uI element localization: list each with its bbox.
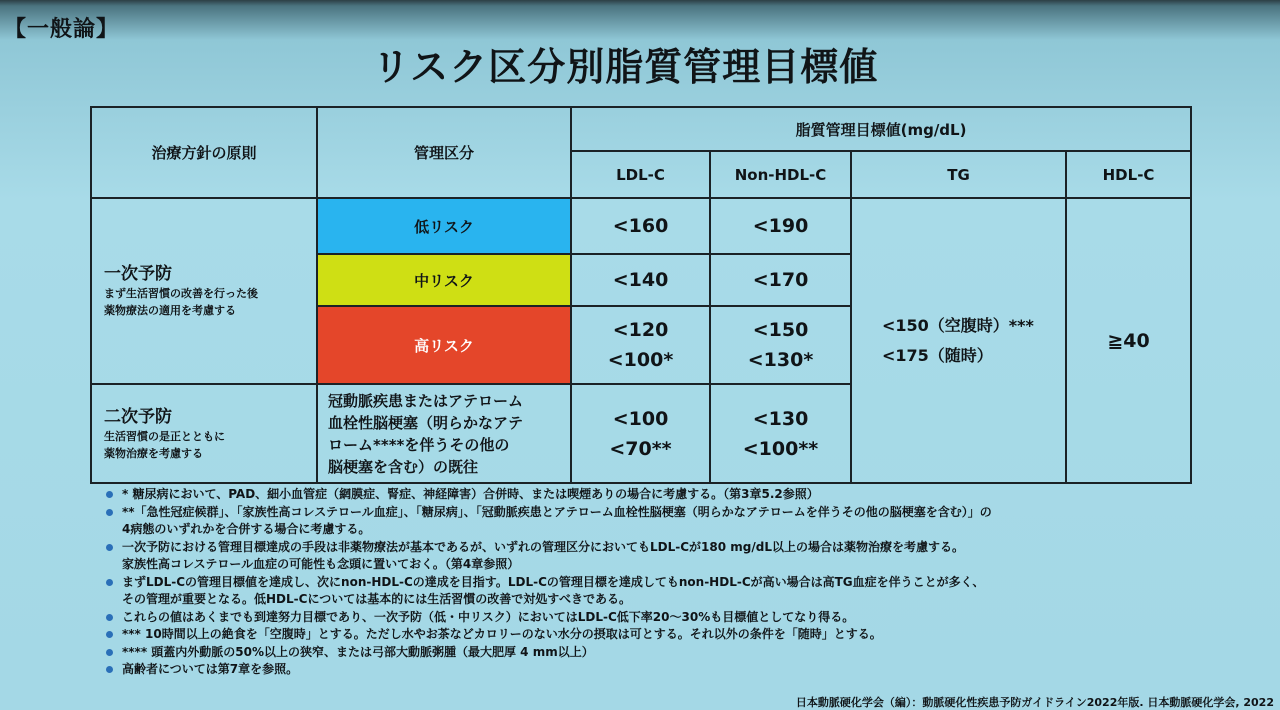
- mid-risk-cell: 中リスク: [317, 254, 571, 306]
- secondary-ldl: [571, 384, 710, 483]
- low-risk-ldl: <160: [571, 198, 710, 254]
- secondary-nonhdl: [710, 384, 851, 483]
- secondary-category-line-4: 脳梗塞を含む）の既往: [328, 457, 479, 476]
- header-target-group: 脂質管理目標値(mg/dL): [571, 107, 1191, 151]
- secondary-nonhdl-2: <100**: [742, 437, 819, 460]
- primary-title: 一次予防: [104, 264, 172, 284]
- high-risk-cell: 高リスク: [317, 306, 571, 384]
- tg-fasting: <150（空腹時）***: [882, 315, 1034, 335]
- footnote-item: 高齢者については第7章を参照。: [104, 661, 1194, 679]
- low-risk-cell: 低リスク: [317, 198, 571, 254]
- header-hdl: HDL-C: [1066, 151, 1191, 198]
- mid-risk-ldl: <140: [571, 254, 710, 306]
- secondary-title: 二次予防: [104, 406, 172, 427]
- header-tg: TG: [851, 151, 1066, 198]
- high-risk-nonhdl-1: <150: [752, 319, 809, 341]
- hdl-cell: ≧40: [1066, 198, 1191, 483]
- secondary-ldl-2: <70**: [609, 437, 672, 460]
- mid-risk-nonhdl: <170: [710, 254, 851, 306]
- header-ldl: LDL-C: [571, 151, 710, 198]
- secondary-category-line-3: ローム****を伴うその他の: [328, 435, 510, 454]
- high-risk-ldl-1: <120: [612, 319, 669, 341]
- slide-title: リスク区分別脂質管理目標値: [372, 45, 879, 89]
- footnote-item: *** 10時間以上の絶食を「空腹時」とする。ただし水やお茶などカロリーのない水分の摂取は可とする。それ以外の条件を「随時」とする。: [104, 626, 1194, 644]
- high-risk-ldl: [571, 306, 710, 384]
- high-risk-nonhdl-2: <130*: [747, 349, 814, 371]
- header-nonhdl: Non-HDL-C: [710, 151, 851, 198]
- secondary-desc-2: 薬物治療を考慮する: [104, 446, 203, 460]
- footnotes-list: [104, 486, 1194, 679]
- footnote-item: 4病態のいずれかを合併する場合に考慮する。: [122, 522, 371, 536]
- secondary-category-cell: [317, 384, 571, 483]
- secondary-category-line-1: 冠動脈疾患またはアテローム: [328, 391, 524, 410]
- header-category: 管理区分: [317, 107, 571, 198]
- tg-cell: [851, 198, 1066, 483]
- footnote-item: 家族性高コレステロール血症の可能性も念頭に置いておく。（第4章参照）: [122, 557, 520, 571]
- lipid-target-table: [90, 106, 1192, 484]
- footnote-item: まずLDL-Cの管理目標値を達成し、次にnon-HDL-Cの達成を目指す。LDL-Cの管理目標を達成してもnon-HDL-Cが高い場合は高TG血症を伴うことが多く、: [104, 574, 1194, 592]
- primary-desc-1: まず生活習慣の改善を行った後: [104, 287, 258, 300]
- primary-desc-2: 薬物療法の適用を考慮する: [104, 304, 236, 317]
- high-risk-nonhdl: [710, 306, 851, 384]
- tg-random: <175（随時）: [882, 345, 993, 365]
- secondary-prevention-cell: [91, 384, 317, 483]
- secondary-nonhdl-1: <130: [752, 407, 809, 430]
- high-risk-ldl-2: <100*: [607, 349, 674, 371]
- secondary-desc-1: 生活習慣の是正とともに: [104, 429, 225, 443]
- citation-footer: 日本動脈硬化学会（編）：動脈硬化性疾患予防ガイドライン2022年版. 日本動脈硬化学会, 2022: [795, 696, 1274, 709]
- footnote-item: **** 頭蓋内外動脈の50%以上の狭窄、または弓部大動脈粥腫（最大肥厚 4 mm以上）: [104, 644, 1194, 662]
- footnote-item: 一次予防における管理目標達成の手段は非薬物療法が基本であるが、いずれの管理区分においてもLDL-Cが180 mg/dL以上の場合は薬物治療を考慮する。: [104, 539, 1194, 557]
- primary-prevention-cell: [91, 198, 317, 384]
- secondary-category-line-2: 血栓性脳梗塞（明らかなアテ: [328, 413, 524, 432]
- footnote-item: * 糖尿病において、PAD、細小血管症（網膜症、腎症、神経障害）合併時、または喫煙ありの場合に考慮する。（第3章5.2参照）: [104, 486, 1194, 504]
- footnote-item: その管理が重要となる。低HDL-Cについては基本的には生活習慣の改善で対処すべきである。: [122, 592, 631, 606]
- header-principle: 治療方針の原則: [91, 107, 317, 198]
- footnote-item: これらの値はあくまでも到達努力目標であり、一次予防（低・中リスク）においてはLDL-C低下率20～30%も目標値としてなり得る。: [104, 609, 1194, 627]
- low-risk-nonhdl: <190: [710, 198, 851, 254]
- secondary-ldl-1: <100: [612, 407, 669, 430]
- footnote-item: **「急性冠症候群」、「家族性高コレステロール血症」、「糖尿病」、「冠動脈疾患とアテローム血栓性脳梗塞（明らかなアテロームを伴うその他の脳梗塞を含む）」の: [104, 504, 1194, 522]
- section-tag: 【一般論】: [4, 17, 120, 42]
